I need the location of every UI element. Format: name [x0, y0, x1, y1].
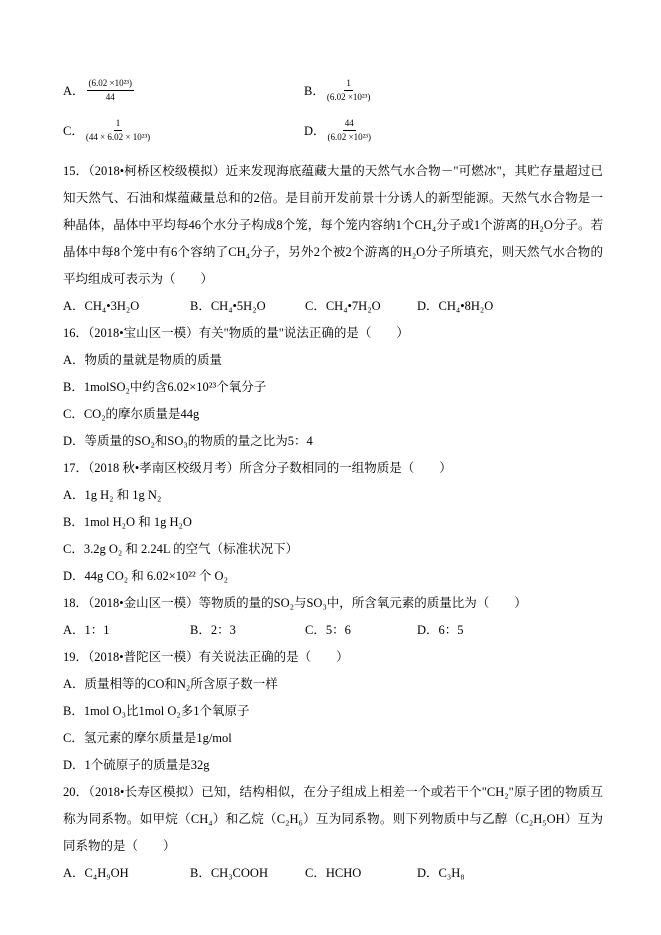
option-d: D．1个硫原子的质量是32g — [63, 758, 210, 772]
option-label: B． — [304, 84, 325, 98]
option-a: A．C₄H₉OH — [63, 866, 129, 880]
question-19 — [63, 644, 603, 779]
option-c: C．3.2g O₂ 和 2.24L 的空气（标准状况下） — [63, 542, 299, 556]
fraction-denominator: (6.02 ×10²³) — [327, 131, 371, 142]
option-d: D．44g CO₂ 和 6.02×10²² 个 O₂ — [63, 569, 228, 583]
fraction — [86, 118, 150, 143]
question-stem: 16．（2018•宝山区一模）有关"物质的量"说法正确的是（ ） — [63, 326, 409, 340]
fraction-denominator: 44 — [105, 91, 115, 102]
q14-option-row-1 — [63, 70, 603, 110]
question-15 — [63, 158, 603, 320]
question-16 — [63, 320, 603, 455]
fraction-numerator: 1 — [344, 78, 353, 91]
option-d: D．6：5 — [417, 623, 464, 637]
question-options — [63, 293, 603, 320]
option-a: A．1g H₂ 和 1g N₂ — [63, 488, 162, 502]
q14-option-c — [63, 118, 304, 143]
fraction-numerator: 44 — [343, 118, 356, 131]
fraction-denominator: (44 × 6.02 × 10²³) — [85, 131, 151, 142]
fraction-numerator: 1 — [114, 118, 123, 131]
question-stem: 15．（2018•柯桥区校级模拟）近来发现海底蕴藏大量的天然气水合物－"可燃冰"，其贮存量超过已知天然气、石油和煤蕴藏量总和的2倍。是目前开发前景十分诱人的新型能源。天然气水合物是一种晶体，晶体中平均每46个水分子构成8个笼，每个笼内容纳1个CH₄分子或1个游离的H₂O分子。若晶体中每8个笼中有6个容纳了CH₄分子，另外2个被2个游离的H₂O分子所填充，则天然气水合物的平均组成可表示为（ ） — [63, 164, 603, 286]
question-stem: 20．（2018•长寿区模拟）已知，结构相似，在分子组成上相差一个或若干个"CH₂"原子团的物质互称为同系物。如甲烷（CH₄）和乙烷（C₂H₆）互为同系物。则下列物质中与乙醇（C₂H₅OH）互为同系物的是（ ） — [63, 785, 603, 853]
option-a: A．物质的量就是物质的质量 — [63, 353, 223, 367]
option-b: B．1mol H₂O 和 1g H₂O — [63, 515, 192, 529]
q14-option-a — [63, 78, 304, 103]
option-c: C．CO₂的摩尔质量是44g — [63, 407, 200, 421]
question-options — [63, 617, 603, 644]
question-20 — [63, 779, 603, 887]
fraction-denominator: (6.02 ×10²³) — [326, 91, 371, 102]
fraction — [327, 78, 370, 103]
option-label: C． — [63, 124, 84, 138]
option-b: B．CH₃COOH — [190, 866, 268, 880]
option-b: B．CH₄•5H₂O — [190, 299, 266, 313]
fraction — [87, 78, 134, 103]
option-d: D．C₃H₈ — [417, 866, 465, 880]
option-a: A．1：1 — [63, 623, 110, 637]
option-a: A．CH₄•3H₂O — [63, 299, 140, 313]
option-c: C．5：6 — [305, 623, 351, 637]
option-label: A． — [63, 84, 85, 98]
question-17 — [63, 455, 603, 590]
question-options — [63, 860, 603, 887]
question-stem: 19．（2018•普陀区一模）有关说法正确的是（ ） — [63, 650, 349, 664]
option-d: D．CH₄•8H₂O — [417, 299, 494, 313]
option-label: D． — [304, 124, 326, 138]
q14-option-d — [304, 118, 603, 143]
question-stem: 18．（2018•金山区一模）等物质的量的SO₂与SO₃中，所含氧元素的质量比为（ ） — [63, 596, 527, 610]
option-c: C．氢元素的摩尔质量是1g/mol — [63, 731, 232, 745]
q14-fraction-options — [63, 70, 603, 150]
option-c: C．CH₄•7H₂O — [305, 299, 381, 313]
option-d: D．等质量的SO₂和SO₃的物质的量之比为5：4 — [63, 434, 313, 448]
question-stem: 17．（2018 秋•孝南区校级月考）所含分子数相同的一组物质是（ ） — [63, 461, 452, 475]
option-c: C．HCHO — [305, 866, 362, 880]
option-b: B．1mol O₃比1mol O₂多1个氧原子 — [63, 704, 250, 718]
fraction-numerator: (6.02 ×10²³) — [87, 78, 134, 91]
fraction — [328, 118, 371, 143]
option-b: B．1molSO₂中约含6.02×10²³个氧分子 — [63, 380, 267, 394]
q14-option-b — [304, 78, 603, 103]
option-a: A．质量相等的CO和N₂所含原子数一样 — [63, 677, 278, 691]
q14-option-row-2 — [63, 110, 603, 150]
option-b: B．2：3 — [190, 623, 236, 637]
question-18 — [63, 590, 603, 644]
